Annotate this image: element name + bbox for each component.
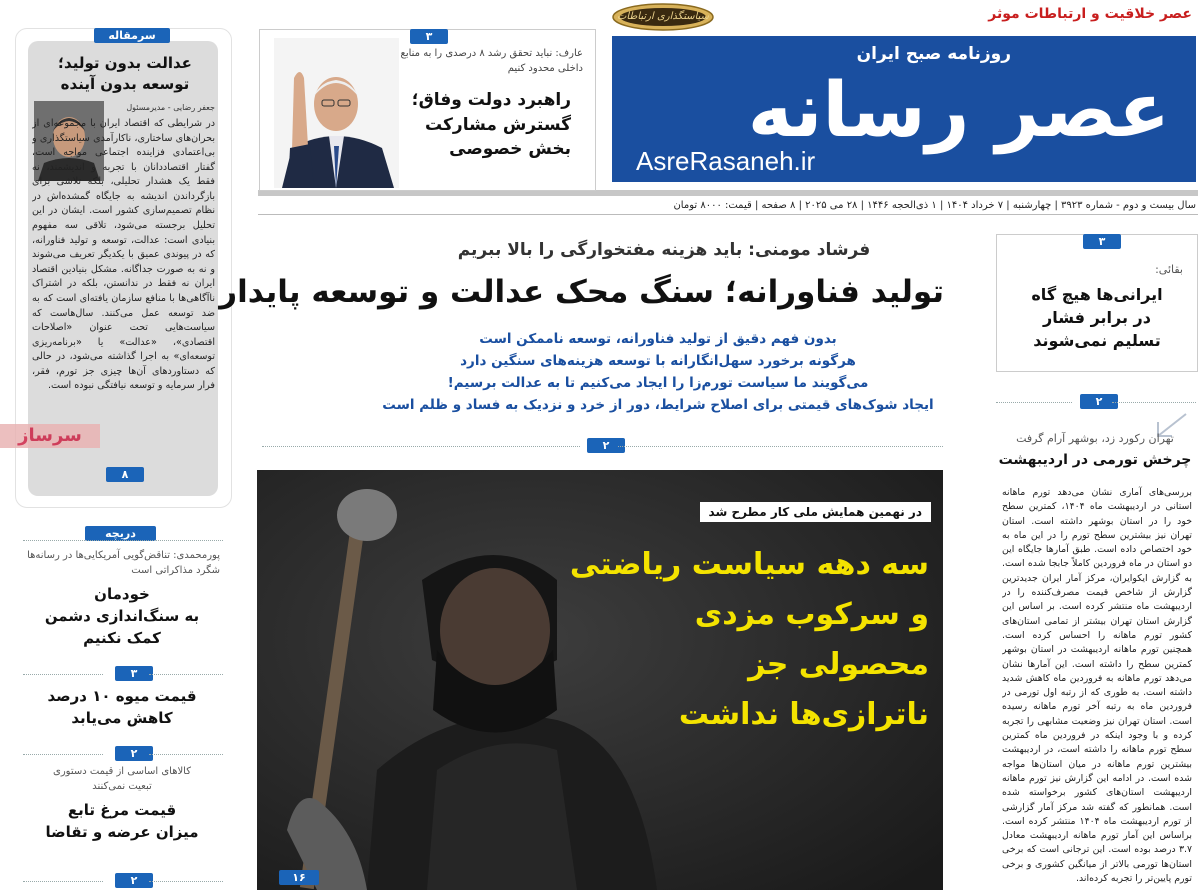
issue-info: سال بیست و دوم - شماره ۳۹۲۳ | چهارشنبه | ۷ خرداد ۱۴۰۴ | ۱ ذی‌الحجه ۱۴۴۶ | ۲۸ می ۲۰۲۵ | ۸ صفحه | قیمت: ۸۰۰۰ تومان bbox=[673, 200, 1196, 211]
editorial-page-badge: ۸ bbox=[106, 467, 144, 482]
main-bullets: بدون فهم دقیق از تولید فناورانه، توسعه ناممکن است هرگونه برخورد سهل‌انگارانه با توسعه هزینه‌های سنگین دارد می‌گویند ما سیاست تورم‌زا را ایجاد می‌کنیم تا به عدالت برسیم! ایجاد شوک‌های قیمتی برای اصلاح شرایط، دور از خرد و نزدیک به فساد و ظلم است bbox=[382, 331, 934, 413]
editorial-author: جعفر رضایی - مدیرمسئول bbox=[126, 103, 215, 112]
masthead-website: AsreRasaneh.ir bbox=[636, 146, 816, 176]
top-story-headline: راهبرد دولت وفاق؛ گسترش مشارکت بخش خصوصی bbox=[411, 90, 571, 160]
top-story-box[interactable] bbox=[259, 29, 596, 191]
page-badge: ۳ bbox=[410, 29, 448, 44]
daricheh-item[interactable]: کالاهای اساسی از قیمت دستوری تبعیت نمی‌کنند قیمت مرغ تابع میزان عرضه و تقاضا bbox=[45, 766, 199, 841]
page-badge: ۳ bbox=[1083, 234, 1121, 249]
page-badge: ۲ bbox=[115, 873, 153, 888]
inflation-story[interactable] bbox=[996, 390, 1196, 892]
editorial-badge: سرمقاله bbox=[94, 28, 170, 43]
box-headline: ایرانی‌ها هیچ گاه در برابر فشار تسلیم نمی‌شوند bbox=[1031, 285, 1163, 351]
page-badge: ۲ bbox=[1080, 394, 1118, 409]
policy-stamp-logo: سیاستگذاری ارتباطات bbox=[612, 3, 714, 31]
watermark: سرساز bbox=[0, 424, 100, 448]
masthead-logo: عصر رسانه bbox=[747, 65, 1170, 154]
photo-page-badge: ۱۶ bbox=[279, 870, 319, 885]
photo-headline: سه دهه سیاست ریاضتی و سرکوب مزدی محصولی جز ناترازی‌ها نداشت bbox=[569, 547, 929, 732]
slogan: عصر خلاقیت و ارتباطات موثر bbox=[988, 6, 1192, 22]
main-kicker: فرشاد مومنی: باید هزینه مفتخوارگی را بالا ببریم bbox=[457, 240, 871, 260]
editorial-body: در شرایطی که اقتصاد ایران با مجموعه‌ای از بحران‌های ساختاری، ناکارآمدی سیاستگذاری و بی‌اعتمادی فزاینده اجتماعی مواجه است، گفتار اقتصاددانان با تجربه و اندیشمند، نه فقط یک هشدار تحلیلی، بلکه تلاشی برای بازگرداندن اندیشه به جایگاه گمشده‌اش در نظام تصمیم‌سازی کشور است. ایشان در این تحلیل برجسته می‌شود، تلاقی سه مفهوم بنیادی است: عدالت، توسعه و تولید فناورانه، که در پیوندی عمیق با یکدیگر تعریف می‌شوند و نه به صورت جداگانه. مشکل بنیادین اقتصاد ایران نه فقط در ندانستن، بلکه در اشتراک ناآگاهی‌ها با منافع سازمان یافته‌ای است که به ضد توسعه عمل می‌کنند. سال‌هاست که سیاست‌هایی تحت عنوان «اصلاحات اقتصادی»، «عدالت» یا «برنامه‌ریزی توسعه‌ای» به اجرا گذاشته می‌شود، در حالی که دستاوردهای آن‌ها چیزی جز تورم، فقر، فرار سرمایه و توسعه نیافتگی نبوده است. bbox=[32, 118, 215, 392]
top-story-kicker: عارف: نباید تحقق رشد ۸ درصدی را به منابع داخلی محدود کنیم bbox=[400, 48, 583, 74]
box-kicker: بقائی: bbox=[1155, 263, 1183, 276]
story-headline: چرخش تورمی در اردیبهشت bbox=[998, 452, 1192, 468]
story-body: بررسی‌های آماری نشان می‌دهد تورم ماهانه استانی در اردیبهشت ماه ۱۴۰۴، کمترین سطح خود را در استان بوشهر داشته است. استان تهران نیز بیشترین سطح تورم را در این ماه به خود اختصاص داده است. طبق آمارها جایگاه این دو استان در ماه فروردین کاملاً جابجا شده است. به گزارش ایکوایران، مرکز آمار ایران جدیدترین گزارش از شاخص قیمت مصرف‌کننده را در اردیبهشت ماه منتشر کرده است. بر اساس این گزارش استان تهران بیشتر از تمامی استان‌های کشور تورم ماهانه را احساس کرده است. همچنین تورم ماهانه اردیبهشت در استان بوشهر کمترین سطح را داشته است. این آمارها نشان می‌دهد تورم ماهانه به فروردین ماه کاهش شدید داشته است. به طوری که از رتبه اول تورمی در فروردین ماه به رتبه آخر تورم ماهانه رسیده است. استان تهران نیز وضعیت مشابهی را تجربه کرده و با وجود اینکه در فروردین ماه کمترین سطح تورم ماهانه را داشته است، در اردیبهشت بیشترین تورم ماهانه در میان استان‌ها مواجه شده است. در ادامه این گزارش نیز تورم ماهانه اردیبهشت استان‌های کشور برخواسته شده است. همانطور که گفته شد مرکز آمار گزارشی از تورم اردیبهشت ماه ۱۴۰۴ منتشر کرده است. براساس این آمار تورم ماهانه اردیبهشت معادل ۳.۷ درصد بوده است. این ترجانی است که برخی استان‌ها تورمی بالاتر از میانگین کشوری و برخی تورم پایین‌تر را تجربه کرده‌اند. bbox=[1002, 487, 1192, 885]
daricheh-item[interactable]: قیمت میوه ۱۰ درصد کاهش می‌یابد bbox=[47, 687, 197, 727]
daricheh-column[interactable] bbox=[15, 526, 230, 892]
main-page-badge: ۲ bbox=[587, 438, 625, 453]
page-badge: ۳ bbox=[115, 666, 153, 681]
daricheh-item[interactable]: پورمحمدی: تناقض‌گویی آمریکایی‌ها در رسانه‌ها شگرد مذاکراتی است خودمان به سنگ‌اندازی دشمن کمک نکنیم bbox=[27, 550, 220, 647]
editorial-title: عدالت بدون تولید؛ توسعه بدون آینده bbox=[58, 54, 192, 93]
main-headline[interactable]: تولید فناورانه؛ سنگ محک عدالت و توسعه پایدار bbox=[219, 274, 944, 310]
story-kicker: تهران رکورد زد، بوشهر آرام گرفت bbox=[1016, 432, 1174, 445]
daricheh-badge: دریچه bbox=[85, 526, 156, 541]
page-badge: ۲ bbox=[115, 746, 153, 761]
baghaei-box[interactable] bbox=[996, 234, 1198, 372]
coal-miner-photo[interactable] bbox=[257, 470, 943, 890]
photo-tag: در نهمین همایش ملی کار مطرح شد bbox=[700, 502, 931, 522]
masthead-subtitle: روزنامه صبح ایران bbox=[856, 44, 1011, 64]
masthead bbox=[612, 36, 1196, 182]
